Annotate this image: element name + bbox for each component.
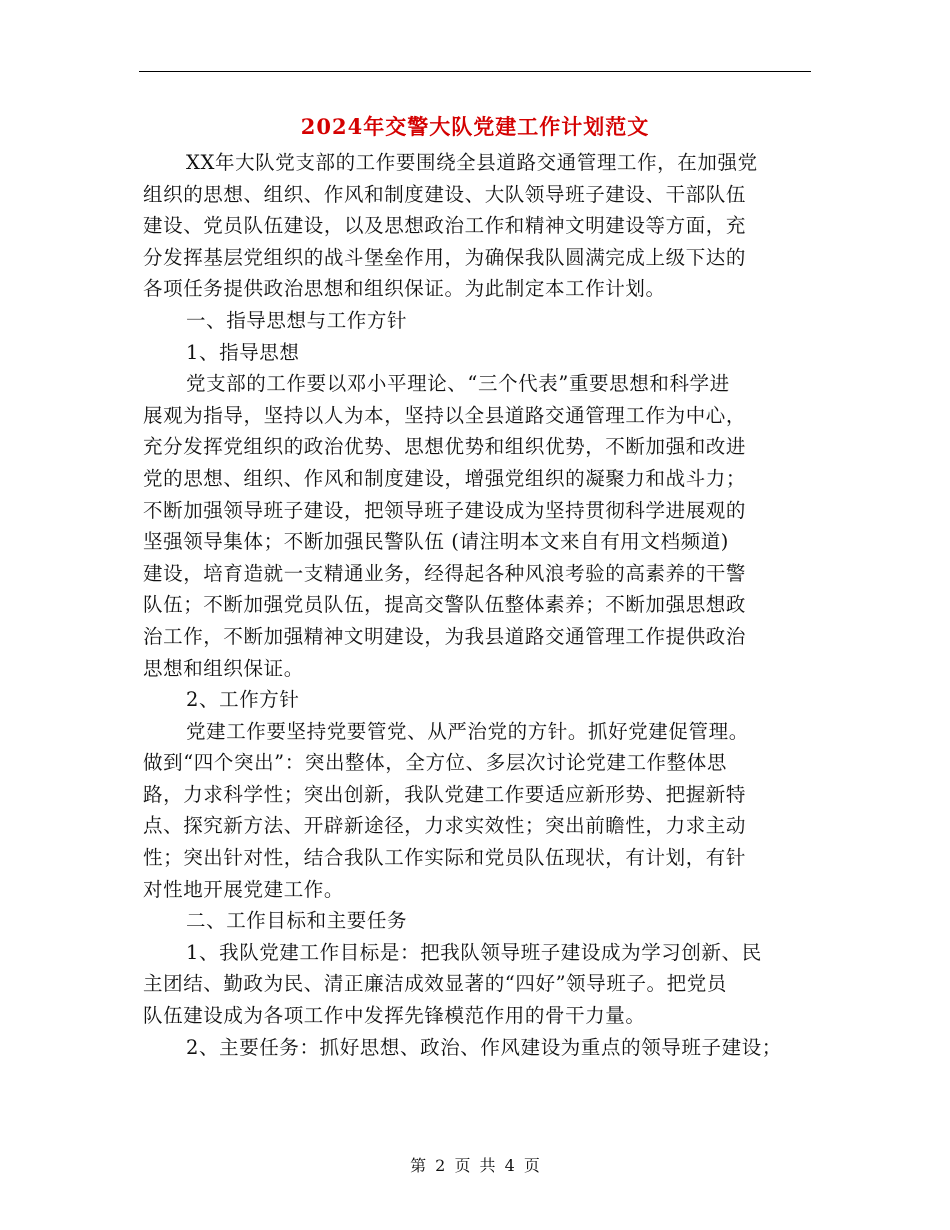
text-line: 建设、党员队伍建设，以及思想政治工作和精神文明建设等方面，充 [143,214,747,238]
text-line: 组织的思想、组织、作风和制度建设、大队领导班子建设、干部队伍 [143,182,747,206]
text-line: XX年大队党支部的工作要围绕全县道路交通管理工作，在加强党 [186,151,758,174]
paragraph [143,716,823,906]
paragraph [143,1032,823,1064]
paragraph [143,147,823,305]
text-line: 展观为指导，坚持以人为本，坚持以全县道路交通管理工作为中心， [143,403,747,427]
paragraph [143,937,823,1032]
document-title: 2024年交警大队党建工作计划范文 [300,114,650,139]
text-line: 各项任务提供政治思想和组织保证。为此制定本工作计划。 [143,277,666,301]
text-line: 思想和组织保证。 [143,656,304,680]
text-line: 二、工作目标和主要任务 [186,909,408,933]
paragraph [143,368,823,684]
paragraph [143,905,823,937]
paragraph [143,684,823,716]
text-line: 坚强领导集体；不断加强民警队伍 (请注明本文来自有用文档频道) [143,530,730,554]
text-line: 充分发挥党组织的政治优势、思想优势和组织优势，不断加强和改进 [143,435,747,459]
document-body [143,147,823,1063]
text-line: 主团结、勤政为民、清正廉洁成效显著的“四好”领导班子。把党员 [143,972,727,996]
text-line: 分发挥基层党组织的战斗堡垒作用，为确保我队圆满完成上级下达的 [143,245,747,269]
text-line: 对性地开展党建工作。 [143,877,345,901]
text-line: 路，力求科学性；突出创新，我队党建工作要适应新形势、把握新特 [143,782,747,806]
header-rule [139,71,811,72]
text-line: 党支部的工作要以邓小平理论、“三个代表”重要思想和科学进 [186,372,730,396]
text-line: 2、主要任务：抓好思想、政治、作风建设为重点的领导班子建设； [186,1035,782,1059]
paragraph [143,337,823,369]
text-line: 建设，培育造就一支精通业务，经得起各种风浪考验的高素养的干警 [143,561,747,585]
text-line: 2、工作方针 [186,688,300,712]
page-footer: 第 2 页 共 4 页 [410,1156,540,1175]
text-line: 性；突出针对性，结合我队工作实际和党员队伍现状，有计划，有针 [143,846,747,870]
text-line: 党的思想、组织、作风和制度建设，增强党组织的凝聚力和战斗力； [143,466,747,490]
text-line: 1、指导思想 [186,340,300,364]
paragraph [143,305,823,337]
text-line: 队伍建设成为各项工作中发挥先锋模范作用的骨干力量。 [143,1004,646,1028]
text-line: 一、指导思想与工作方针 [186,308,408,332]
text-line: 1、我队党建工作目标是：把我队领导班子建设成为学习创新、民 [186,940,762,964]
text-line: 做到“四个突出”：突出整体，全方位、多层次讨论党建工作整体思 [143,751,727,775]
text-line: 队伍；不断加强党员队伍，提高交警队伍整体素养；不断加强思想政 [143,593,747,617]
text-line: 党建工作要坚持党要管党、从严治党的方针。抓好党建促管理。 [186,719,749,743]
text-line: 治工作，不断加强精神文明建设，为我县道路交通管理工作提供政治 [143,624,747,648]
text-line: 不断加强领导班子建设，把领导班子建设成为坚持贯彻科学进展观的 [143,498,747,522]
text-line: 点、探究新方法、开辟新途径，力求实效性；突出前瞻性，力求主动 [143,814,747,838]
